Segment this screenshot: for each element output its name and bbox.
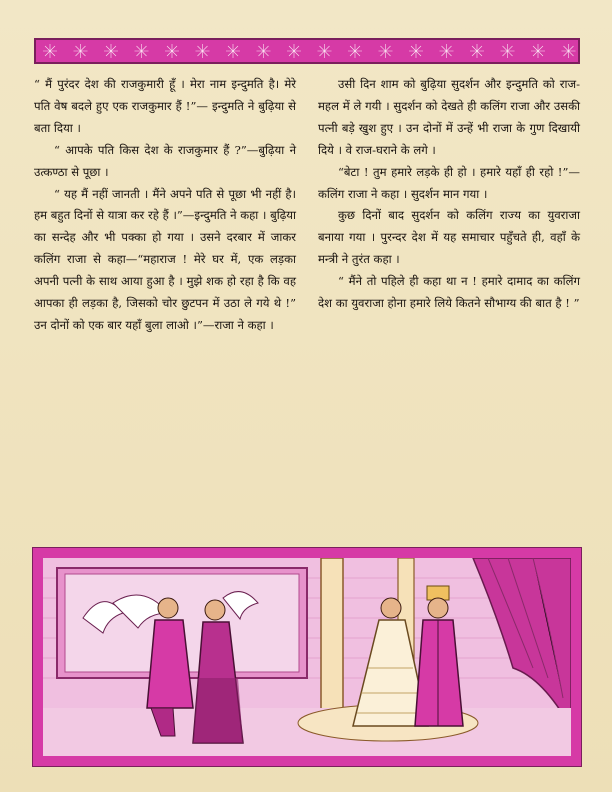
star-ornament-icon xyxy=(440,44,454,58)
left-text-column xyxy=(34,74,296,337)
left-column-paragraph: “ मैं पुरंदर देश की राजकुमारी हूँ । मेरा नाम इन्दुमति है। मेरे पति वेष बदले हुए एक राजकुमार हैं !”— इन्दुमति ने बुढ़िया से बता दिया । xyxy=(34,77,296,135)
decorative-header-band xyxy=(34,38,580,64)
right-column-paragraph: उसी दिन शाम को बुढ़िया सुदर्शन और इन्दुमति को राज-महल में ले गयी । सुदर्शन को देखते ही कलिंग राजा और उसकी पत्नी बड़े खुश हुए । उन दोनों में उन्हें भी राजा के गुण दिखायी दिये । वे राज-घराने के लगे । xyxy=(318,77,580,157)
star-pattern-band-icon xyxy=(36,40,578,62)
star-ornament-icon xyxy=(135,44,149,58)
star-ornament-icon xyxy=(43,44,57,58)
star-ornament-icon xyxy=(74,44,88,58)
star-ornament-icon xyxy=(531,44,545,58)
star-ornament-icon xyxy=(379,44,393,58)
star-ornament-icon xyxy=(318,44,332,58)
star-ornament-icon xyxy=(104,44,118,58)
text-columns xyxy=(34,74,582,542)
star-ornament-icon xyxy=(562,44,576,58)
star-ornament-icon xyxy=(196,44,210,58)
star-ornament-icon xyxy=(501,44,515,58)
right-column-paragraph: “ मैंने तो पहिले ही कहा था न ! हमारे दामाद का कलिंग देश का युवराजा होना हमारे लिये कितने सौभाग्य की बात है ! ” xyxy=(318,274,580,311)
star-ornament-icon xyxy=(226,44,240,58)
court-scene-illustration xyxy=(33,548,581,766)
star-ornament-icon xyxy=(287,44,301,58)
right-column-paragraph: “बेटा ! तुम हमारे लड़के ही हो । हमारे यहाँ ही रहो !”—कलिंग राजा ने कहा । सुदर्शन मान गया । xyxy=(318,164,580,201)
right-text-column xyxy=(318,74,580,315)
star-ornament-icon xyxy=(409,44,423,58)
star-ornament-icon xyxy=(257,44,271,58)
court-scene-illustration-icon xyxy=(43,558,571,756)
left-column-paragraph: “ यह मैं नहीं जानती । मैंने अपने पति से पूछा भी नहीं है। हम बहुत दिनों से यात्रा कर रहे हैं ।”—इन्दुमति ने कहा । बुढ़िया का सन्देह और भी पक्का हो गया । उसने दरबार में जाकर कलिंग राजा से कहा—“महाराज ! मेरे घर में, एक लड़का अपनी पत्नी के साथ आया हुआ है । मुझे शक हो रहा है कि वह आपका ही लड़का है, जिसको चोर छुटपन में उठा ले गये थे !” उन दोनों को एक बार यहाँ बुला लाओ ।”—राजा ने कहा । xyxy=(34,186,296,332)
left-column-paragraph: “ आपके पति किस देश के राजकुमार हैं ?”—बुढ़िया ने उत्कण्ठा से पूछा । xyxy=(34,142,296,179)
right-column-paragraph: कुछ दिनों बाद सुदर्शन को कलिंग राज्य का युवराजा बनाया गया । पुरन्दर देश में यह समाचार पहुँचते ही, वहाँ के मन्त्री ने तुरंत कहा । xyxy=(318,208,580,267)
star-ornament-icon xyxy=(348,44,362,58)
star-ornament-icon xyxy=(470,44,484,58)
star-ornament-icon xyxy=(165,44,179,58)
